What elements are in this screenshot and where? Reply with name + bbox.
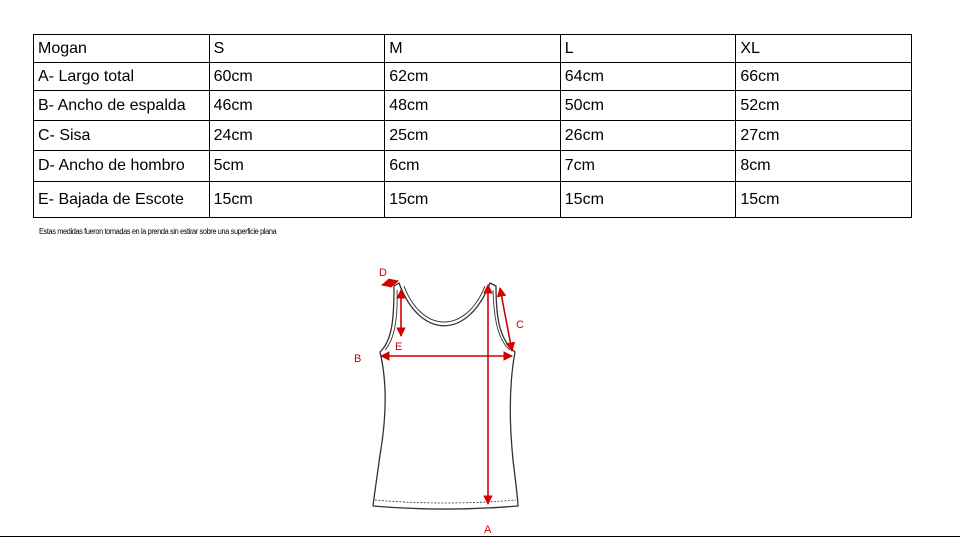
tank-top-icon — [373, 283, 518, 509]
bottom-divider — [0, 536, 960, 537]
table-cell: 24cm — [209, 121, 385, 151]
table-cell: 25cm — [385, 121, 561, 151]
label-d: D — [379, 267, 387, 279]
label-e: E — [395, 341, 403, 353]
table-cell: 60cm — [209, 63, 385, 91]
measurement-note: Estas medidas fueron tomadas en la prenda sin estirar sobre una superficie plana — [39, 227, 277, 236]
header-cell-s: S — [209, 35, 385, 63]
label-c: C — [516, 319, 524, 331]
table-cell: 27cm — [736, 121, 912, 151]
table-cell: 26cm — [560, 121, 736, 151]
label-a: A — [484, 524, 492, 536]
header-cell-l: L — [560, 35, 736, 63]
table-cell: 7cm — [560, 151, 736, 182]
table-cell: 15cm — [560, 182, 736, 218]
header-cell-m: M — [385, 35, 561, 63]
table-cell: 8cm — [736, 151, 912, 182]
table-cell: 46cm — [209, 91, 385, 121]
header-cell-xl: XL — [736, 35, 912, 63]
row-label: E- Bajada de Escote — [34, 182, 210, 218]
table-cell: 66cm — [736, 63, 912, 91]
row-label: D- Ancho de hombro — [34, 151, 210, 182]
row-label: A- Largo total — [34, 63, 210, 91]
row-label: B- Ancho de espalda — [34, 91, 210, 121]
table-cell: 5cm — [209, 151, 385, 182]
table-cell: 48cm — [385, 91, 561, 121]
label-b: B — [354, 353, 362, 365]
table-cell: 15cm — [385, 182, 561, 218]
table-cell: 6cm — [385, 151, 561, 182]
table-cell: 15cm — [209, 182, 385, 218]
row-label: C- Sisa — [34, 121, 210, 151]
table-cell: 50cm — [560, 91, 736, 121]
table-cell: 15cm — [736, 182, 912, 218]
table-cell: 62cm — [385, 63, 561, 91]
table-cell: 52cm — [736, 91, 912, 121]
table-cell: 64cm — [560, 63, 736, 91]
header-cell-model: Mogan — [34, 35, 210, 63]
